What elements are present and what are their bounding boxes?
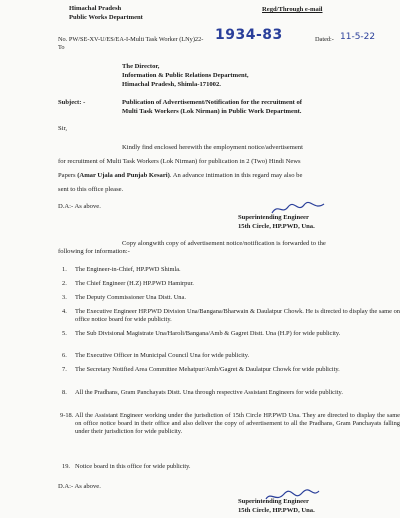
- dated-label: Dated:-: [315, 36, 334, 43]
- list-item: 9-18. All the Assistant Engineer working under the jurisdiction of 15th Circle HP.PWD Una. They are directed to display the same on office notice board in their office and also deliver the copy of advertisement to all the Pradhans, Gram Panchayats falling under their jurisdiction for wide publicity.: [60, 412, 400, 436]
- list-item: 4. The Executive Engineer HP.PWD Division Una/Bangana/Bharwain & Daulatpur Chowk. He is directed to display the same on office notice board for wide publicity.: [62, 308, 400, 324]
- department-name: Public Works Department: [69, 14, 143, 21]
- copy-intro-line-2: following for information:-: [58, 248, 130, 255]
- signatory-title-1: Superintending Engineer: [238, 214, 309, 221]
- body-line-3: Papers (Amar Ujala and Punjab Kesari). An advance intimation in this regard may also be: [58, 172, 303, 179]
- state-name: Himachal Pradesh: [69, 5, 122, 12]
- list-item: 3. The Deputy Commissioner Una Distt. Una.: [62, 294, 186, 301]
- subject-label: Subject: -: [58, 99, 86, 106]
- signatory-place-1: 15th Circle, HP.PWD, Una.: [238, 223, 315, 230]
- subject-line-2: Multi Task Workers (Lok Nirman) in Public Work Department.: [122, 108, 302, 115]
- addressee-line-3: Himachal Pradesh, Shimla-171002.: [122, 81, 221, 88]
- list-item: 5. The Sub Divisional Magistrate Una/Haroli/Bangana/Amb & Gagret Distt. Una (H.P) for wide publicity.: [62, 330, 341, 337]
- letter-number: No. PW/SE-XV-U/ES/EA-I-Multi Task Worker (LNy)22-: [58, 36, 204, 43]
- list-item: 6. The Executive Officer in Municipal Council Una for wide publicity.: [62, 352, 250, 359]
- subject-line-1: Publication of Advertisement/Notification for the recruitment of: [122, 99, 302, 106]
- regd-note: Regd/Through e-mail: [262, 6, 323, 13]
- signatory-place-2: 15th Circle, HP.PWD, Una.: [238, 507, 315, 514]
- addressee-line-2: Information & Public Relations Department,: [122, 72, 249, 79]
- addressee-line-1: The Director,: [122, 63, 160, 70]
- list-item: 8. All the Pradhans, Gram Panchayats Distt. Una through respective Assistant Engineers for wide publicity.: [62, 389, 343, 396]
- to-label: To: [58, 44, 65, 51]
- list-item: 2. The Chief Engineer (H.Z) HP.PWD Hamirpur.: [62, 280, 194, 287]
- signatory-title-2: Superintending Engineer: [238, 498, 309, 505]
- handwritten-date: 11-5-22: [340, 32, 376, 42]
- da-line-2: D.A:- As above.: [58, 483, 101, 490]
- handwritten-letter-number: 1934-83: [215, 27, 283, 43]
- body-line-4: sent to this office please.: [58, 186, 124, 193]
- list-item: 7. The Secretary Notified Area Committee Mehatpur/Amb/Gagret & Daulatpur Chowk for wide publicity.: [62, 366, 340, 373]
- list-item: 19. Notice board in this office for wide publicity.: [62, 463, 191, 470]
- da-line-1: D.A:- As above.: [58, 203, 101, 210]
- copy-intro-line-1: Copy alongwith copy of advertisement notice/notification is forwarded to the: [122, 240, 326, 247]
- list-item: 1. The Engineer-in-Chief, HP.PWD Shimla.: [62, 266, 181, 273]
- salutation: Sir,: [58, 125, 68, 132]
- body-line-1: Kindly find enclosed herewith the employment notice/advertisement: [122, 144, 303, 151]
- body-line-2: for recruitment of Multi Task Workers (Lok Nirman) for publication in 2 (Two) Hindi News: [58, 158, 301, 165]
